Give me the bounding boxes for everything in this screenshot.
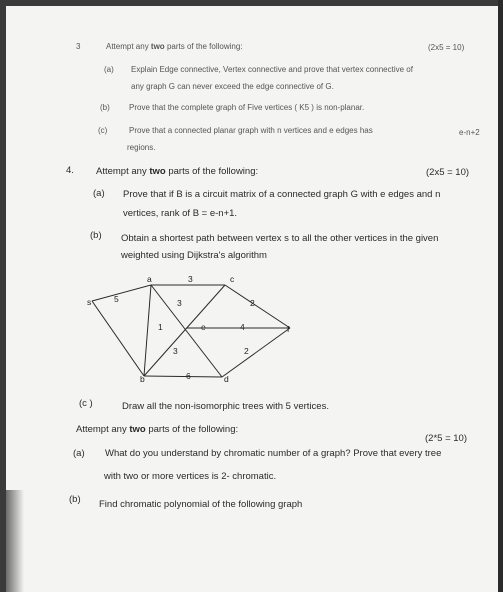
weight-a-b: 1 <box>158 322 163 332</box>
weight-d-f: 2 <box>244 346 249 356</box>
q3c-tail: e-n+2 <box>459 128 480 137</box>
q3c-label: (c) <box>98 126 108 135</box>
q5a-line1: What do you understand by chromatic number of a graph? Prove that every tree <box>105 448 442 459</box>
q3a-label: (a) <box>104 65 114 74</box>
q4c-label: (c ) <box>79 398 93 409</box>
edge-s-a <box>92 285 151 301</box>
q4-number: 4. <box>66 165 74 176</box>
q5-instruction: Attempt any two parts of the following: <box>76 424 239 435</box>
edge-d-f <box>222 328 290 377</box>
edge-a-b <box>144 285 151 376</box>
edge-s-b <box>92 301 144 376</box>
vertex-label-a: a <box>147 274 152 284</box>
q3a-line2: any graph G can never exceed the edge connective of G. <box>131 82 334 91</box>
weight-a-d: 3 <box>177 298 182 308</box>
edge-c-b <box>144 285 225 376</box>
q3b-line1: Prove that the complete graph of Five vertices ( K5 ) is non-planar. <box>129 103 365 112</box>
weight-e-f: 4 <box>240 322 245 332</box>
q4b-label: (b) <box>90 230 102 241</box>
q4a-label: (a) <box>93 188 105 199</box>
vertex-label-d: d <box>224 374 229 384</box>
q5a-line2: with two or more vertices is 2- chromatic. <box>104 471 277 482</box>
q4-marks: (2x5 = 10) <box>426 167 470 178</box>
q4c-line1: Draw all the non-isomorphic trees with 5 vertices. <box>122 401 329 412</box>
weight-b-d: 6 <box>186 371 191 381</box>
q3-marks: (2x5 = 10) <box>428 43 465 52</box>
q3c-line1: Prove that a connected planar graph with n vertices and e edges has <box>129 126 373 135</box>
q4b-line1: Obtain a shortest path between vertex s to all the other vertices in the given <box>121 233 439 244</box>
q4a-line1: Prove that if B is a circuit matrix of a connected graph G with e edges and n <box>123 189 441 200</box>
q3c-line2: regions. <box>127 143 156 152</box>
q4a-line2: vertices, rank of B = e-n+1. <box>123 208 238 219</box>
q3-number: 3 <box>76 42 81 51</box>
vertex-label-c: c <box>230 274 235 284</box>
q3-instruction: Attempt any two parts of the following: <box>106 42 243 51</box>
q5b-label: (b) <box>69 494 81 505</box>
weight-b-c: 3 <box>173 346 178 356</box>
weight-a-c: 3 <box>188 274 193 284</box>
q5a-label: (a) <box>73 448 85 459</box>
q5-marks: (2*5 = 10) <box>425 433 467 444</box>
vertex-label-b: b <box>140 374 145 384</box>
weight-s-a: 5 <box>114 294 119 304</box>
vertex-label-f: f <box>287 324 290 334</box>
weight-c-f: 2 <box>250 298 255 308</box>
vertex-label-s: s <box>87 297 92 307</box>
q5b-line1: Find chromatic polynomial of the following graph <box>99 499 303 510</box>
edge-b-d <box>144 376 222 377</box>
q3b-label: (b) <box>100 103 110 112</box>
q4b-line2: weighted using Dijkstra's algorithm <box>121 250 267 261</box>
edge-c-f <box>225 285 290 328</box>
vertex-label-e: e <box>201 322 206 332</box>
q3a-line1: Explain Edge connective, Vertex connective and prove that vertex connective of <box>131 65 413 74</box>
q4-instruction: Attempt any two parts of the following: <box>96 166 259 177</box>
